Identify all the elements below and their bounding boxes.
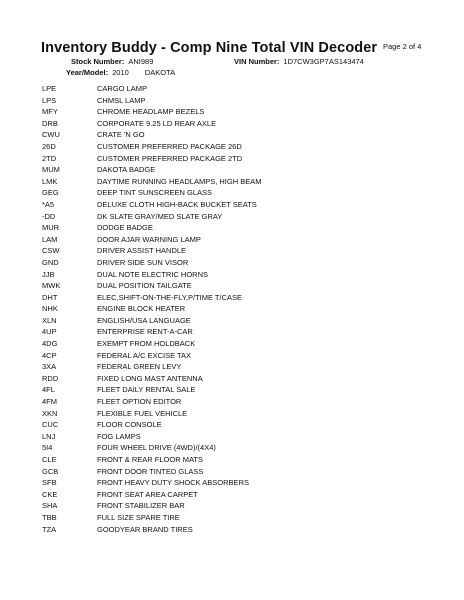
option-description: EXEMPT FROM HOLDBACK (97, 339, 196, 349)
option-row (42, 187, 442, 199)
option-code: LPS (42, 95, 57, 105)
year-model-label: Year/Model: (66, 68, 109, 77)
option-code: CWU (42, 130, 60, 140)
option-code: GCB (42, 466, 59, 476)
option-code: CKE (42, 489, 58, 499)
option-code: TBB (42, 512, 57, 522)
option-code: MWK (42, 281, 61, 291)
option-row (42, 396, 442, 408)
option-description: DUAL POSITION TAILGATE (97, 281, 192, 291)
option-code: XLN (42, 315, 57, 325)
option-description: FRONT SEAT AREA CARPET (97, 489, 198, 499)
option-code: 5I4 (42, 443, 53, 453)
option-row (42, 222, 442, 234)
option-code: GEG (42, 188, 59, 198)
stock-number-value: ANI989 (128, 57, 154, 66)
vin-number-field (234, 57, 364, 66)
option-code: MUM (42, 165, 60, 175)
option-code-list (42, 83, 442, 535)
option-description: ENGINE BLOCK HEATER (97, 304, 186, 314)
option-row (42, 280, 442, 292)
option-code: CLE (42, 455, 57, 464)
option-code: JJB (42, 269, 55, 279)
option-code: SHA (42, 501, 58, 511)
option-row (42, 373, 442, 385)
option-description: CRATE 'N GO (97, 130, 145, 140)
option-code: LPE (42, 84, 57, 93)
option-description: FIXED LONG MAST ANTENNA (97, 373, 203, 383)
option-row (42, 257, 442, 269)
option-description: FLEET OPTION EDITOR (97, 397, 182, 407)
option-description: DOOR AJAR WARNING LAMP (97, 234, 201, 244)
option-description: FRONT DOOR TINTED GLASS (97, 466, 204, 476)
option-code: 4FL (42, 385, 55, 395)
option-code: DHT (42, 292, 58, 302)
option-description: DUAL NOTE ELECTRIC HORNS (97, 269, 208, 279)
option-row (42, 512, 442, 524)
option-description: DRIVER SIDE SUN VISOR (97, 257, 189, 267)
option-code: LNJ (42, 431, 56, 441)
option-code: 4FM (42, 397, 57, 407)
option-code: SFB (42, 478, 57, 488)
option-description: FRONT & REAR FLOOR MATS (97, 455, 203, 464)
option-code: GND (42, 257, 59, 267)
option-description: DODGE BADGE (97, 223, 153, 233)
option-code: NHK (42, 304, 58, 314)
year-value: 2010 (112, 68, 129, 77)
option-code: MUR (42, 223, 60, 233)
option-description: ELEC,SHIFT-ON-THE-FLY,P/TIME T/CASE (97, 292, 243, 302)
option-row (42, 95, 442, 107)
option-row (42, 303, 442, 315)
option-code: LMK (42, 176, 58, 186)
option-row (42, 176, 442, 188)
option-row (42, 489, 442, 501)
stock-number-field (71, 57, 153, 66)
option-row (42, 292, 442, 304)
option-row (42, 338, 442, 350)
option-description: CARGO LAMP (97, 84, 148, 93)
option-description: FEDERAL A/C EXCISE TAX (97, 350, 192, 360)
option-code: 4CP (42, 350, 57, 360)
option-row (42, 315, 442, 327)
option-description: DAYTIME RUNNING HEADLAMPS, HIGH BEAM (97, 176, 262, 186)
option-row (42, 153, 442, 165)
option-row (42, 454, 442, 466)
option-row (42, 245, 442, 257)
option-row (42, 106, 442, 118)
option-description: FLEET DAILY RENTAL SALE (97, 385, 196, 395)
option-row (42, 442, 442, 454)
option-row (42, 118, 442, 130)
option-row (42, 361, 442, 373)
option-code: DRB (42, 118, 58, 128)
option-description: FOUR WHEEL DRIVE (4WD)/(4X4) (97, 443, 216, 453)
option-description: DAKOTA BADGE (97, 165, 156, 175)
option-code: CUC (42, 420, 59, 430)
option-row (42, 500, 442, 512)
option-description: CHROME HEADLAMP BEZELS (97, 107, 205, 117)
option-description: DEEP TINT SUNSCREEN GLASS (97, 188, 213, 198)
option-row (42, 141, 442, 153)
option-row (42, 164, 442, 176)
option-code: TZA (42, 524, 57, 534)
option-description: GOODYEAR BRAND TIRES (97, 524, 193, 534)
model-value: DAKOTA (144, 68, 176, 77)
option-row (42, 384, 442, 396)
option-code: XKN (42, 408, 58, 418)
page-number: Page 2 of 4 (383, 42, 422, 51)
option-row (42, 199, 442, 211)
option-description: FRONT STABILIZER BAR (97, 501, 185, 511)
option-code: 4DG (42, 339, 58, 349)
option-row (42, 326, 442, 338)
option-description: FULL SIZE SPARE TIRE (97, 512, 180, 522)
option-code: LAM (42, 234, 58, 244)
option-row (42, 524, 442, 536)
option-description: DRIVER ASSIST HANDLE (97, 246, 187, 256)
option-row (42, 466, 442, 478)
option-row (42, 234, 442, 246)
option-description: ENGLISH/USA LANGUAGE (97, 315, 191, 325)
option-description: DELUXE CLOTH HIGH-BACK BUCKET SEATS (97, 199, 257, 209)
stock-number-label: Stock Number: (71, 57, 125, 66)
vin-number-label: VIN Number: (234, 57, 280, 66)
option-row (42, 129, 442, 141)
option-row (42, 350, 442, 362)
option-description: FEDERAL GREEN LEVY (97, 362, 182, 372)
option-description: FOG LAMPS (97, 431, 141, 441)
option-row (42, 408, 442, 420)
option-description: FLEXIBLE FUEL VEHICLE (97, 408, 188, 418)
option-description: CORPORATE 9.25 LD REAR AXLE (97, 118, 217, 128)
option-row (42, 83, 442, 95)
option-row (42, 431, 442, 443)
option-description: CHMSL LAMP (97, 95, 146, 105)
option-row (42, 211, 442, 223)
option-description: DK SLATE GRAY/MED SLATE GRAY (97, 211, 223, 221)
option-code: *A5 (42, 199, 55, 209)
option-description: FLOOR CONSOLE (97, 420, 162, 430)
option-code: CSW (42, 246, 60, 256)
option-code: 3XA (42, 362, 57, 372)
year-model-field (66, 68, 175, 77)
option-row (42, 269, 442, 281)
option-code: 26D (42, 141, 56, 151)
option-code: RDD (42, 373, 59, 383)
option-description: FRONT HEAVY DUTY SHOCK ABSORBERS (97, 478, 249, 488)
option-row (42, 419, 442, 431)
option-code: -DD (42, 211, 56, 221)
page-title: Inventory Buddy - Comp Nine Total VIN Decoder (41, 40, 378, 56)
option-description: ENTERPRISE RENT-A-CAR (97, 327, 193, 337)
option-code: MFY (42, 107, 58, 117)
option-description: CUSTOMER PREFERRED PACKAGE 2TD (97, 153, 243, 163)
vin-number-value: 1D7CW3GP7AS143474 (283, 57, 364, 66)
option-code: 2TD (42, 153, 57, 163)
option-row (42, 477, 442, 489)
option-description: CUSTOMER PREFERRED PACKAGE 26D (97, 141, 242, 151)
option-code: 4UP (42, 327, 57, 337)
